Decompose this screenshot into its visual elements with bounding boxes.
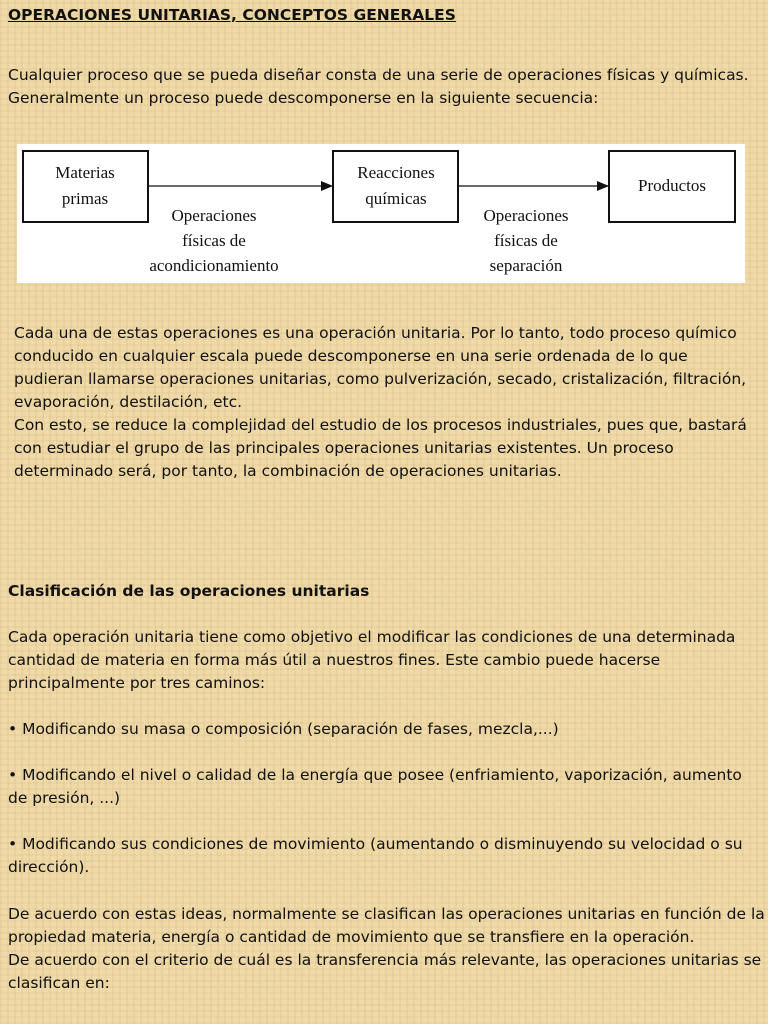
arrow1-label-line1: Operaciones (171, 206, 257, 225)
box2-line2: químicas (365, 189, 427, 208)
paragraph1-line-6: con estudiar el grupo de las principales operaciones unitarias existentes. Un proceso (14, 439, 674, 457)
box1-line1: Materias (55, 163, 115, 182)
bullet-3-line-2: dirección). (8, 858, 90, 876)
paragraph3-line-1: De acuerdo con estas ideas, normalmente se clasifican las operaciones unitarias en función de la (8, 905, 765, 923)
bullet-1-line-1: • Modificando su masa o composición (separación de fases, mezcla,...) (8, 720, 559, 738)
paragraph2-line-1: Cada operación unitaria tiene como objetivo el modificar las condiciones de una determinada (8, 628, 736, 646)
arrow2-label-line1: Operaciones (483, 206, 569, 225)
arrow2-label-line3: separación (489, 256, 563, 275)
bullet-2-line-2: de presión, ...) (8, 789, 121, 807)
paragraph1-line-4: evaporación, destilación, etc. (14, 393, 243, 411)
arrow2-label-line2: físicas de (494, 231, 558, 250)
box-materias-primas (23, 151, 148, 222)
bullet-2-line-1: • Modificando el nivel o calidad de la energía que posee (enfriamiento, vaporización, aumento (8, 766, 742, 784)
paragraph3-line-2: propiedad materia, energía o cantidad de movimiento que se transfiere en la operación. (8, 928, 695, 946)
page-title: OPERACIONES UNITARIAS, CONCEPTOS GENERALES (8, 6, 456, 24)
intro-line-2: Generalmente un proceso puede descomponerse en la siguiente secuencia: (8, 89, 599, 107)
paragraph1-line-5: Con esto, se reduce la complejidad del estudio de los procesos industriales, pues que, bastará (14, 416, 747, 434)
box2-line1: Reacciones (357, 163, 435, 182)
paragraph2-line-3: principalmente por tres caminos: (8, 674, 266, 692)
section-heading: Clasificación de las operaciones unitarias (8, 582, 370, 600)
paragraph2-line-2: cantidad de materia en forma más útil a nuestros fines. Este cambio puede hacerse (8, 651, 661, 669)
paragraph1-line-3: pudieran llamarse operaciones unitarias, como pulverización, secado, cristalización, filtración, (14, 370, 747, 388)
paragraph3-line-4: clasifican en: (8, 974, 110, 992)
box1-line2: primas (61, 189, 109, 208)
paragraph3-line-3: De acuerdo con el criterio de cuál es la transferencia más relevante, las operaciones unitarias se (8, 951, 762, 969)
paragraph1-line-2: conducido en cualquier escala puede descomponerse en una serie ordenada de lo que (14, 347, 688, 365)
box-reacciones-quimicas (333, 151, 458, 222)
arrow1-label-line3: acondicionamiento (149, 256, 279, 275)
paragraph1-line-7: determinado será, por tanto, la combinación de operaciones unitarias. (14, 462, 562, 480)
arrow1-label-line2: físicas de (182, 231, 246, 250)
process-flow-svg (17, 144, 745, 283)
process-flow-diagram (17, 144, 745, 283)
box3-line1: Productos (638, 176, 706, 195)
paragraph1-line-1: Cada una de estas operaciones es una operación unitaria. Por lo tanto, todo proceso químico (14, 324, 737, 342)
bullet-3-line-1: • Modificando sus condiciones de movimiento (aumentando o disminuyendo su velocidad o su (8, 835, 743, 853)
intro-line-1: Cualquier proceso que se pueda diseñar consta de una serie de operaciones físicas y químicas. (8, 66, 749, 84)
